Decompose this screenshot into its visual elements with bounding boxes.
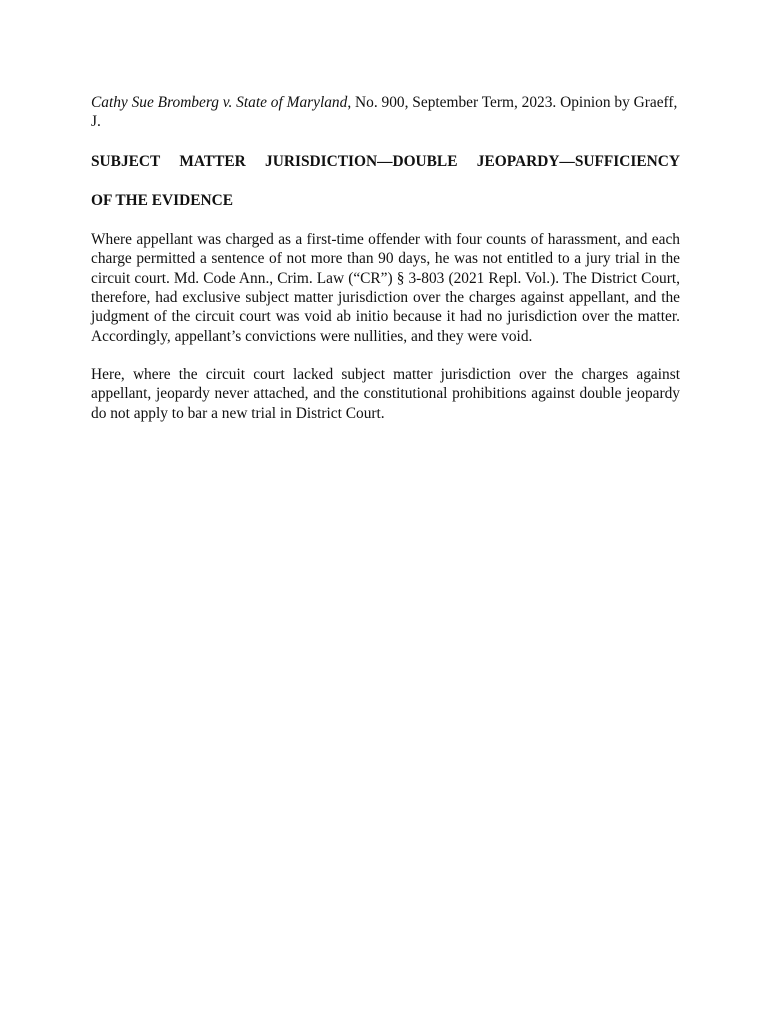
case-caption <box>91 93 680 132</box>
document-page <box>91 93 680 423</box>
headnote-paragraph-1: Where appellant was charged as a first-time offender with four counts of harassment, and each charge permitted a sentence of not more than 90 days, he was not entitled to a jury trial in the circuit court. Md. Code Ann., Crim. Law (“CR”) § 3-803 (2021 Repl. Vol.). The District Court, therefore, had exclusive subject matter jurisdiction over the charges against appellant, and the judgment of the circuit court was void ab initio because it had no jurisdiction over the matter. Accordingly, appellant’s convictions were nullities, and they were void. <box>91 231 680 345</box>
case-citation: , No. 900, September Term, 2023. Opinion by Graeff, J. <box>91 94 678 131</box>
case-name: Cathy Sue Bromberg v. State of Maryland <box>91 94 348 111</box>
headnote-topics-line1: SUBJECT MATTER JURISDICTION—DOUBLE JEOPARDY—SUFFICIENCY <box>91 152 680 170</box>
headnote-paragraph-2: Here, where the circuit court lacked subject matter jurisdiction over the charges against appellant, jeopardy never attached, and the constitutional prohibitions against double jeopardy do not apply to bar a new trial in District Court. <box>91 365 680 422</box>
headnote-topics-line2: OF THE EVIDENCE <box>91 191 233 209</box>
